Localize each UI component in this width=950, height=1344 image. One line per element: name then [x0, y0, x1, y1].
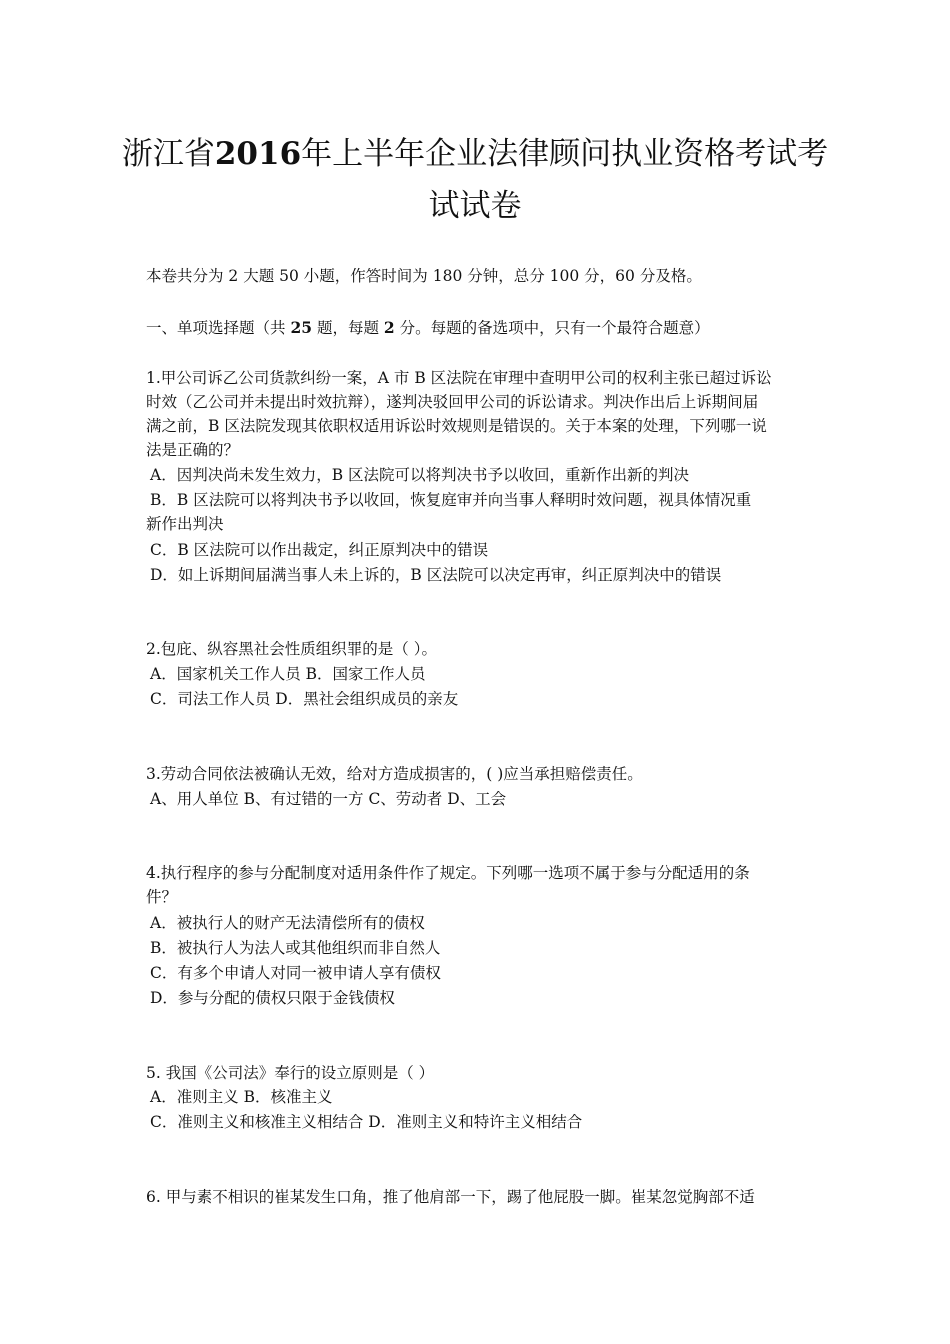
- section-count: 25: [290, 318, 313, 337]
- q1-stem-line: 时效（乙公司并未提出时效抗辩），遂判决驳回甲公司的诉讼请求。判决作出后上诉期间届: [146, 393, 759, 411]
- q4-stem-line: 4.执行程序的参与分配制度对适用条件作了规定。下列哪一选项不属于参与分配适用的条: [146, 864, 750, 882]
- q5-stem: 5. 我国《公司法》奉行的设立原则是（ ）: [146, 1064, 435, 1082]
- q4-option-d: D．参与分配的债权只限于金钱债权: [150, 989, 395, 1007]
- exam-intro: 本卷共分为 2 大题 50 小题，作答时间为 180 分钟，总分 100 分，60 分及格。: [146, 267, 702, 285]
- q4-option-a: A．被执行人的财产无法清偿所有的债权: [150, 914, 425, 932]
- title-line-2: 试试卷: [428, 188, 522, 224]
- section-text-b: 题，每题: [312, 319, 384, 337]
- section-points: 2: [383, 318, 395, 337]
- document-title: [120, 128, 830, 232]
- q2-options-cd: C．司法工作人员 D．黑社会组织成员的亲友: [150, 690, 459, 708]
- q4-option-c: C．有多个申请人对同一被申请人享有债权: [150, 964, 441, 982]
- title-prefix: 浙江省: [121, 136, 215, 172]
- section-text-c: 分。每题的备选项中，只有一个最符合题意）: [394, 319, 710, 337]
- q5-options-ab: A．准则主义 B．核准主义: [150, 1088, 333, 1106]
- title-year: 2016: [214, 136, 302, 172]
- q1-option-b-cont: 新作出判决: [146, 515, 224, 533]
- section-heading: [146, 316, 710, 340]
- q5-options-cd: C．准则主义和核准主义相结合 D．准则主义和特许主义相结合: [150, 1113, 583, 1131]
- q4-option-b: B．被执行人为法人或其他组织而非自然人: [150, 939, 441, 957]
- q1-option-a: A．因判决尚未发生效力，B 区法院可以将判决书予以收回，重新作出新的判决: [150, 466, 690, 484]
- q1-option-d: D．如上诉期间届满当事人未上诉的，B 区法院可以决定再审，纠正原判决中的错误: [150, 566, 722, 584]
- q4-stem-line: 件？: [146, 888, 178, 906]
- title-suffix: 年上半年企业法律顾问执业资格考试考: [301, 136, 829, 172]
- q6-stem: 6. 甲与素不相识的崔某发生口角，推了他肩部一下，踢了他屁股一脚。崔某忽觉胸部不适: [146, 1188, 755, 1206]
- q1-stem-line: 法是正确的？: [146, 441, 240, 459]
- q2-stem: 2.包庇、纵容黑社会性质组织罪的是（ ）。: [146, 640, 437, 658]
- q2-options-ab: A．国家机关工作人员 B．国家工作人员: [150, 665, 426, 683]
- q3-stem: 3.劳动合同依法被确认无效，给对方造成损害的，( )应当承担赔偿责任。: [146, 765, 643, 783]
- q1-option-c: C．B 区法院可以作出裁定，纠正原判决中的错误: [150, 541, 489, 559]
- q1-stem-line: 1.甲公司诉乙公司货款纠纷一案，A 市 B 区法院在审理中查明甲公司的权利主张已超过诉讼: [146, 369, 772, 387]
- section-text-a: 一、单项选择题（共: [146, 319, 291, 337]
- title-line-1: [120, 128, 830, 180]
- q1-stem-line: 满之前，B 区法院发现其依职权适用诉讼时效规则是错误的。关于本案的处理，下列哪一说: [146, 417, 767, 435]
- q1-option-b: B．B 区法院可以将判决书予以收回，恢复庭审并向当事人释明时效问题，视具体情况重: [150, 491, 752, 509]
- q3-options: A、用人单位 B、有过错的一方 C、劳动者 D、工会: [150, 790, 507, 808]
